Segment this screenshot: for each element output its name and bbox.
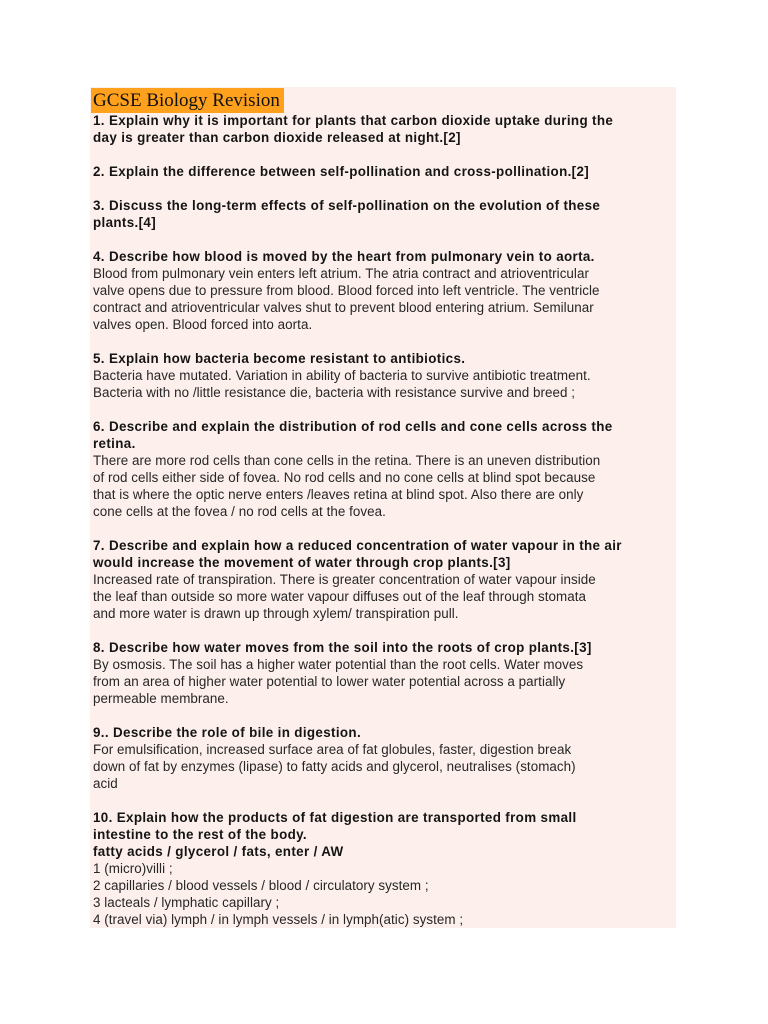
question-text [93, 809, 675, 860]
answer-text [93, 452, 675, 520]
question-item [93, 724, 675, 792]
answer-line: and more water is drawn up through xylem/ transpiration pull. [93, 606, 459, 621]
question-line: 7. Describe and explain how a reduced concentration of water vapour in the air [93, 538, 622, 553]
answer-text [93, 571, 675, 622]
answer-text [93, 265, 675, 333]
question-item [93, 418, 675, 520]
answer-line: For emulsification, increased surface area of fat globules, faster, digestion break [93, 742, 572, 757]
answer-line: permeable membrane. [93, 691, 229, 706]
question-item [93, 197, 675, 231]
question-text [93, 639, 675, 656]
question-text [93, 350, 675, 367]
question-line: 9.. Describe the role of bile in digestion. [93, 725, 362, 740]
answer-line: Bacteria have mutated. Variation in ability of bacteria to survive antibiotic treatment. [93, 368, 591, 383]
answer-line: contract and atrioventricular valves shut to prevent blood entering atrium. Semilunar [93, 300, 594, 315]
question-item [93, 809, 675, 928]
question-text [93, 112, 675, 146]
question-line: 1. Explain why it is important for plants that carbon dioxide uptake during the [93, 113, 614, 128]
answer-line: 2 capillaries / blood vessels / blood / circulatory system ; [93, 878, 429, 893]
question-text [93, 724, 675, 741]
answer-line: cone cells at the fovea / no rod cells at the fovea. [93, 504, 386, 519]
question-line: 3. Discuss the long-term effects of self-pollination on the evolution of these [93, 198, 601, 213]
question-item [93, 248, 675, 333]
question-text [93, 248, 675, 265]
answer-line: valves open. Blood forced into aorta. [93, 317, 313, 332]
question-line: 8. Describe how water moves from the soil into the roots of crop plants.[3] [93, 640, 592, 655]
answer-line: Increased rate of transpiration. There is greater concentration of water vapour inside [93, 572, 596, 587]
question-line: day is greater than carbon dioxide released at night.[2] [93, 130, 461, 145]
question-item [93, 350, 675, 401]
question-line: retina. [93, 436, 136, 451]
question-item [93, 639, 675, 707]
question-line: 10. Explain how the products of fat digestion are transported from small [93, 810, 577, 825]
answer-line: Blood from pulmonary vein enters left atrium. The atria contract and atrioventricular [93, 266, 589, 281]
question-item [93, 112, 675, 146]
question-line: intestine to the rest of the body. [93, 827, 308, 842]
answer-line: 1 (micro)villi ; [93, 861, 173, 876]
answer-line: There are more rod cells than cone cells in the retina. There is an uneven distribution [93, 453, 601, 468]
question-line: 4. Describe how blood is moved by the heart from pulmonary vein to aorta. [93, 249, 595, 264]
answer-line: 3 lacteals / lymphatic capillary ; [93, 895, 280, 910]
question-line: 6. Describe and explain the distribution of rod cells and cone cells across the [93, 419, 613, 434]
answer-text [93, 656, 675, 707]
question-text [93, 537, 675, 571]
page-title: GCSE Biology Revision [91, 88, 284, 113]
question-text [93, 197, 675, 231]
answer-line: By osmosis. The soil has a higher water potential than the root cells. Water moves [93, 657, 584, 672]
question-list [93, 112, 675, 945]
answer-line: the leaf than outside so more water vapour diffuses out of the leaf through stomata [93, 589, 586, 604]
answer-line: of rod cells either side of fovea. No rod cells and no cone cells at blind spot because [93, 470, 596, 485]
answer-line: that is where the optic nerve enters /leaves retina at blind spot. Also there are only [93, 487, 584, 502]
answer-line: from an area of higher water potential to lower water potential across a partially [93, 674, 566, 689]
question-line: plants.[4] [93, 215, 157, 230]
question-line: 5. Explain how bacteria become resistant to antibiotics. [93, 351, 466, 366]
question-line: would increase the movement of water through crop plants.[3] [93, 555, 511, 570]
answer-line: Bacteria with no /little resistance die, bacteria with resistance survive and breed ; [93, 385, 576, 400]
question-item [93, 163, 675, 180]
answer-line: valve opens due to pressure from blood. Blood forced into left ventricle. The ventricle [93, 283, 600, 298]
answer-line: 4 (travel via) lymph / in lymph vessels / in lymph(atic) system ; [93, 912, 464, 927]
answer-line: acid [93, 776, 118, 791]
answer-text [93, 860, 675, 928]
answer-text [93, 367, 675, 401]
answer-line: down of fat by enzymes (lipase) to fatty acids and glycerol, neutralises (stomach) [93, 759, 576, 774]
answer-text [93, 741, 675, 792]
question-item [93, 537, 675, 622]
question-line: fatty acids / glycerol / fats, enter / AW [93, 844, 344, 859]
question-text [93, 163, 675, 180]
question-text [93, 418, 675, 452]
question-line: 2. Explain the difference between self-pollination and cross-pollination.[2] [93, 164, 590, 179]
